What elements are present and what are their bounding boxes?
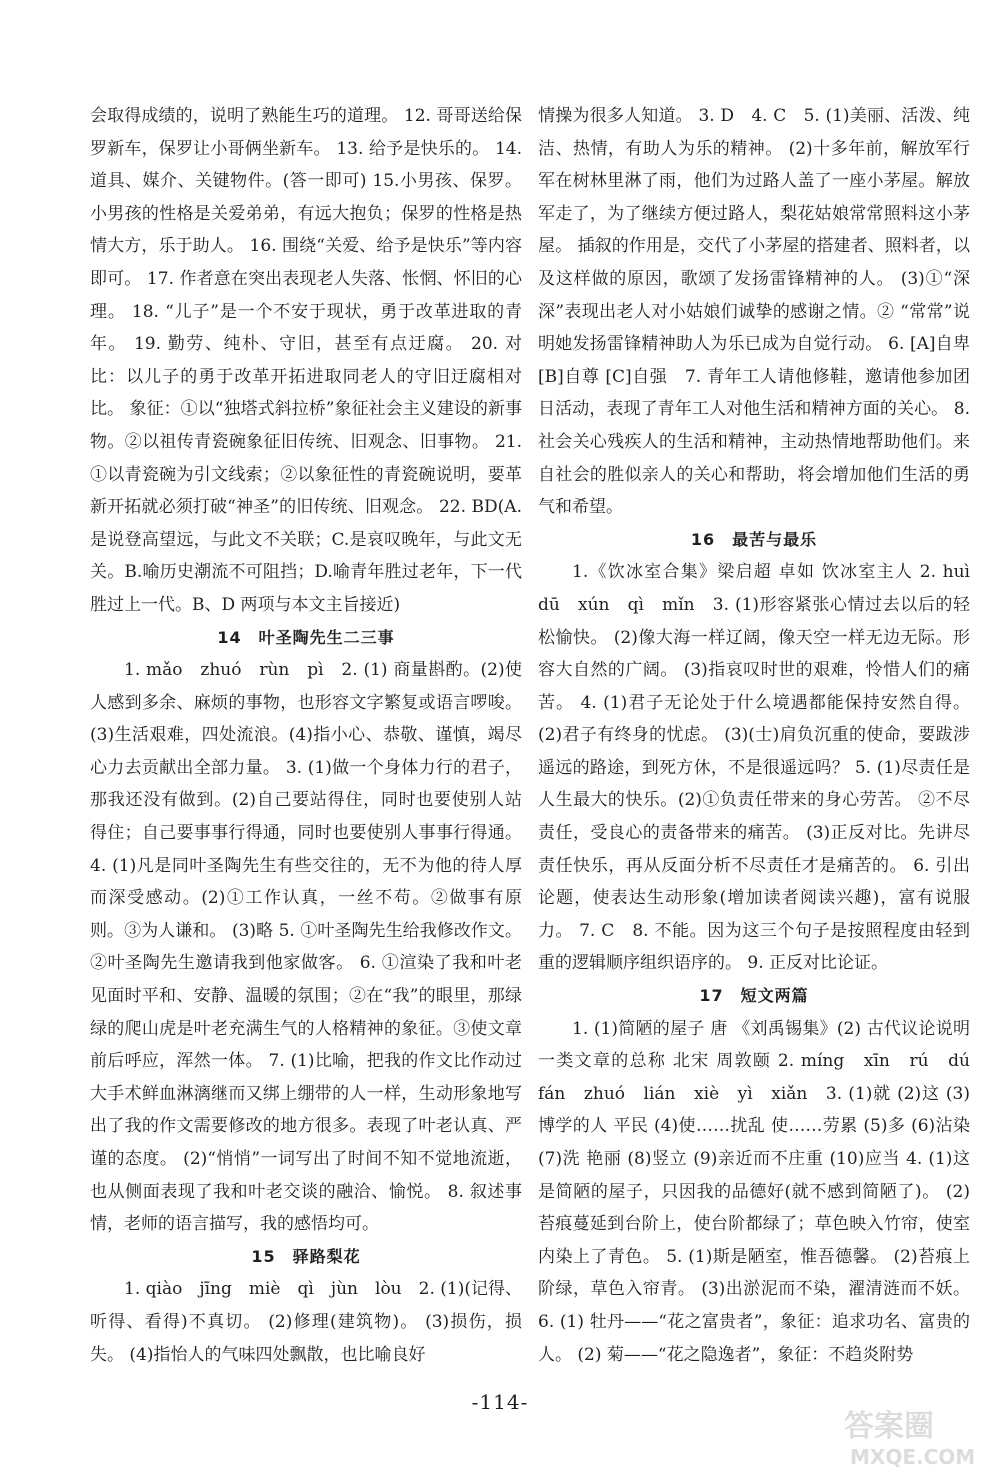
section-16-answers: 1.《饮冰室合集》梁启超 卓如 饮冰室主人 2. huì dū xún qì mǐn 3. (1)形容紧张心情过去以后的轻松愉快。 (2)像大海一样辽阔，像天空一样无边无际。形容大自然的广阔。 (3)指哀叹时世的艰难，怜惜人们的痛苦。 4. (1)君子无论处于什么境遇都能保持安然自得。 (2)君子有终身的忧虑。 (3)(士)肩负沉重的使命，要跋涉遥远的路途，到死方休，不是很遥远吗？ 5. (1)尽责任是人生最大的快乐。(2)①负责任带来的身心劳苦。 ②不尽责任，受良心的责备带来的痛苦。 (3)正反对比。先讲尽责任快乐，再从反面分析不尽责任才是痛苦的。 6. 引出论题，使表达生动形象(增加读者阅读兴趣)，富有说服力。 7. C 8. 不能。因为这三个句子是按照程度由轻到重的逻辑顺序组织语序的。 9. 正反对比论证。 [538, 562, 987, 974]
section-heading-16: 16 最苦与最乐 [690, 529, 818, 549]
section-heading-17: 17 短文两篇 [699, 986, 809, 1006]
section-17-answers: 1. (1)简陋的屋子 唐 《刘禹锡集》(2) 古代议论说明一类文章的总称 北宋 周敦颐 2. míng xīn rú dú fán zhuó lián xiè yì xiǎn 3. (1)就 (2)这 (3)博学的人 平民 (4)使……扰乱 使……劳累 (5)多 (6)沾染 (7)洗 艳丽 (8)竖立 (9)亲近而不庄重 (10)应当 4. (1)这是简陋的屋子，只因我的品德好(就不感到简陋了)。 (2)苔痕蔓延到台阶上，使台阶都绿了；草色映入竹帘，使室内染上了青色。 5. (1)斯是陋室，惟吾德馨。 (2)苔痕上阶绿，草色入帘青。 (3)出淤泥而不染，濯清涟而不妖。 6. (1) 牡丹——“花之富贵者”，象征：追求功名、富贵的人。 (2) 菊——“花之隐逸者”，象征：不趋炎附势 [538, 1018, 987, 1365]
section-heading-14: 14 叶圣陶先生二三事 [217, 627, 395, 647]
watermark-logo [838, 1404, 988, 1470]
watermark-url: MXQE.COM [850, 1445, 976, 1469]
watermark-logo-text: 答案圈 [844, 1409, 934, 1444]
left-column [90, 100, 522, 1371]
page-number: -114- [471, 1390, 529, 1414]
section-15-answers-continued: 情操为很多人知道。 3. D 4. C 5. (1)美丽、活泼、纯洁、热情，有助人为乐的精神。 (2)十多年前，解放军行军在树林里淋了雨，他们为过路人盖了一座小茅屋。解放军走了，为了继续方便过路人，梨花姑娘常常照料这小茅屋。 插叙的作用是，交代了小茅屋的搭建者、照料者，以及这样做的原因，歌颂了发扬雷锋精神的人。 (3)①“深深”表现出老人对小姑娘们诚挚的感谢之情。② “常常”说明她发扬雷锋精神助人为乐已成为自觉行动。 6. [A]自卑 [B]自尊 [C]自强 7. 青年工人请他修鞋，邀请他参加团日活动，表现了青年工人对他生活和精神方面的关心。 8. 社会关心残疾人的生活和精神，主动热情地帮助他们。来自社会的胜似亲人的关心和帮助，将会增加他们生活的勇气和希望。 [538, 106, 970, 518]
section-15-answers: 1. qiào jīng miè qì jùn lòu 2. (1)(记得、听得、看得)不真切。 (2)修理(建筑物)。 (3)损伤，损失。 (4)指怡人的气味四处飘散，也比喻良好 [90, 1279, 522, 1365]
continued-answers-paragraph: 会取得成绩的，说明了熟能生巧的道理。 12. 哥哥送给保罗新车，保罗让小哥俩坐新车。 13. 给予是快乐的。 14. 道具、媒介、关键物件。(答一即可) 15.小男孩、保罗。小男孩的性格是关爱弟弟，有远大抱负；保罗的性格是热情大方，乐于助人。 16. 围绕“关爱、给予是快乐”等内容即可。 17. 作者意在突出表现老人失落、怅惘、怀旧的心理。 18. “儿子”是一个不安于现状，勇于改革进取的青年。 19. 勤劳、纯朴、守旧，甚至有点迂腐。 20. 对比：以儿子的勇于改革开拓进取同老人的守旧迂腐相对比。 象征：①以“独塔式斜拉桥”象征社会主义建设的新事物。②以祖传青瓷碗象征旧传统、旧观念、旧事物。 21. ①以青瓷碗为引文线索；②以象征性的青瓷碗说明，要革新开拓就必须打破“神圣”的旧传统、旧观念。 22. BD(A.是说登高望远，与此文不关联；C.是哀叹晚年，与此文无关。B.喻历史潮流不可阻挡；D.喻青年胜过老年，下一代胜过上一代。B、D 两项与本文主旨接近) [90, 106, 522, 615]
right-column [538, 100, 987, 1371]
section-14-answers: 1. mǎo zhuó rùn pì 2. (1) 商量斟酌。(2)使人感到多余、麻烦的事物，也形容文字繁复或语言啰唆。(3)生活艰难，四处流浪。(4)指小心、恭敬、谨慎，竭尽心力去贡献出全部力量。 3. (1)做一个身体力行的君子，那我还没有做到。(2)自己要站得住，同时也要使别人站得住；自己要事事行得通，同时也要使别人事事行得通。 4. (1)凡是同叶圣陶先生有些交往的，无不为他的待人厚而深受感动。(2)①工作认真，一丝不苟。②做事有原则。③为人谦和。 (3)略 5. ①叶圣陶先生给我修改作文。②叶圣陶先生邀请我到他家做客。 6. ①渲染了我和叶老见面时平和、安静、温暖的氛围；②在“我”的眼里，那绿绿的爬山虎是叶老充满生气的人格精神的象征。③使文章前后呼应，浑然一体。 7. (1)比喻，把我的作文比作动过大手术鲜血淋漓继而又绑上绷带的人一样，生动形象地写出了我的作文需要修改的地方很多。表现了叶老认真、严谨的态度。 (2)“悄悄”一词写出了时间不知不觉地流逝，也从侧面表现了我和叶老交谈的融洽、愉悦。 8. 叙述事情，老师的语言描写，我的感悟均可。 [90, 660, 522, 1235]
section-heading-15: 15 驿路梨花 [251, 1246, 361, 1266]
